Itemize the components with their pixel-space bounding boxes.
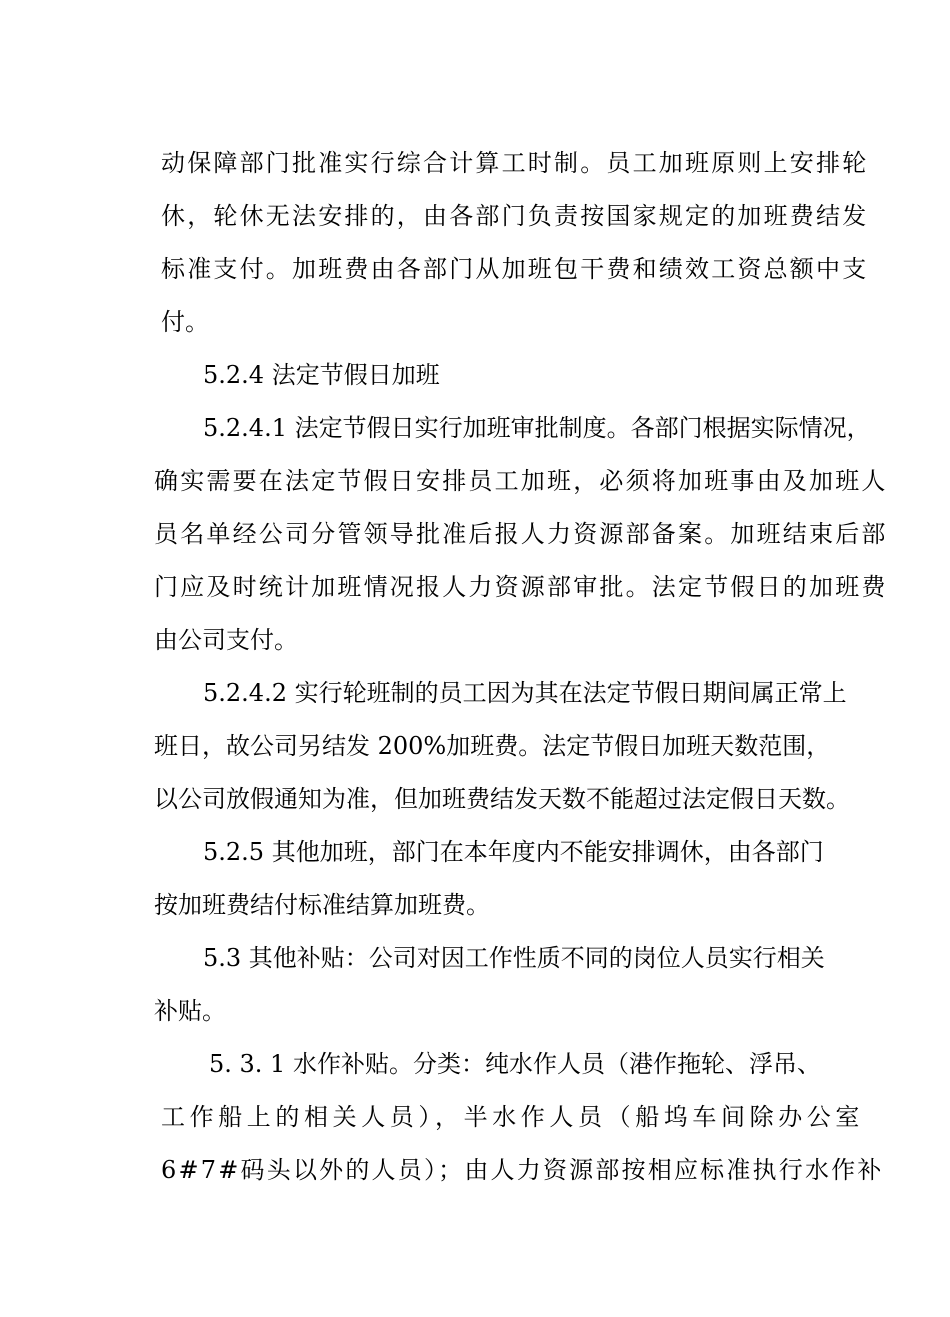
body-line: 工作船上的相关人员），半水作人员（船坞车间除办公室	[161, 1103, 864, 1131]
body-line: 动保障部门批准实行综合计算工时制。员工加班原则上安排轮	[161, 149, 869, 177]
body-line: 5.2.4.2 实行轮班制的员工因为其在法定节假日期间属正常上	[203, 679, 847, 707]
body-line: 休，轮休无法安排的，由各部门负责按国家规定的加班费结发	[161, 202, 869, 230]
body-line: 付。	[161, 308, 209, 336]
body-line: 以公司放假通知为准，但加班费结发天数不能超过法定假日天数。	[154, 785, 850, 813]
body-line: 5. 3. 1 水作补贴。分类：纯水作人员（港作拖轮、浮吊、	[209, 1050, 821, 1078]
body-line: 补贴。	[154, 997, 226, 1025]
body-line: 标准支付。加班费由各部门从加班包干费和绩效工资总额中支	[161, 255, 869, 283]
body-line: 5.3 其他补贴：公司对因工作性质不同的岗位人员实行相关	[203, 944, 825, 972]
body-line: 5.2.4.1 法定节假日实行加班审批制度。各部门根据实际情况，	[203, 414, 871, 442]
section-heading: 5.2.4 法定节假日加班	[203, 361, 440, 389]
body-line: 门应及时统计加班情况报人力资源部审批。法定节假日的加班费	[154, 573, 888, 601]
body-line: 5.2.5 其他加班，部门在本年度内不能安排调休，由各部门	[203, 838, 824, 866]
body-line: 6#7#码头以外的人员）；由人力资源部按相应标准执行水作补	[161, 1156, 884, 1184]
body-line: 按加班费结付标准结算加班费。	[154, 891, 490, 919]
body-line: 班日，故公司另结发 200%加班费。法定节假日加班天数范围，	[154, 732, 831, 760]
body-line: 由公司支付。	[154, 626, 298, 654]
body-line: 确实需要在法定节假日安排员工加班，必须将加班事由及加班人	[154, 467, 888, 495]
body-line: 员名单经公司分管领导批准后报人力资源部备案。加班结束后部	[154, 520, 888, 548]
